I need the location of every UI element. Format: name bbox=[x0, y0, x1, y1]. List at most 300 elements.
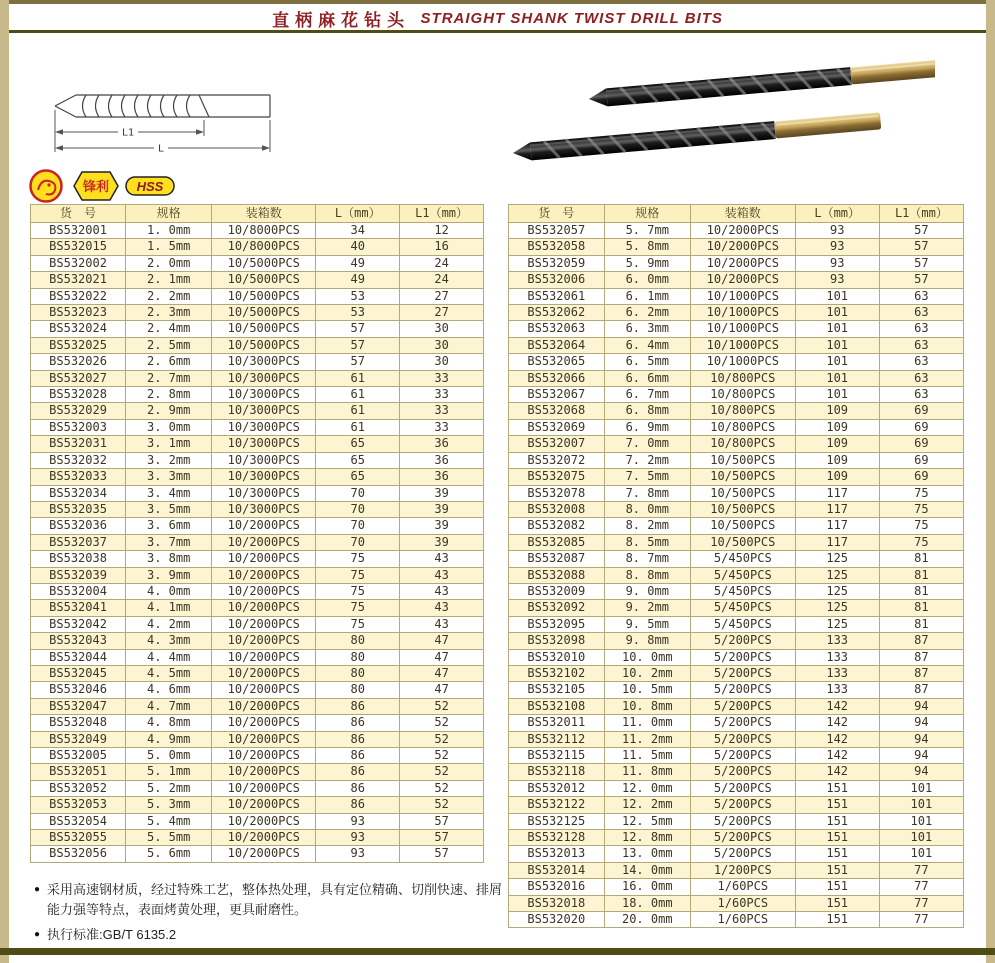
cell-part-no: BS532102 bbox=[509, 665, 605, 681]
cell-length-l1: 43 bbox=[400, 583, 484, 599]
table-row bbox=[31, 354, 484, 370]
cell-length-l: 75 bbox=[316, 600, 400, 616]
cell-packing: 10/2000PCS bbox=[212, 797, 316, 813]
table-row bbox=[31, 452, 484, 468]
cell-spec: 8. 5mm bbox=[604, 534, 690, 550]
cell-length-l: 86 bbox=[316, 698, 400, 714]
table-row bbox=[509, 797, 964, 813]
cell-part-no: BS532068 bbox=[509, 403, 605, 419]
cell-length-l1: 52 bbox=[400, 715, 484, 731]
cell-spec: 12. 8mm bbox=[604, 830, 690, 846]
cell-part-no: BS532039 bbox=[31, 567, 126, 583]
cell-part-no: BS532011 bbox=[509, 715, 605, 731]
cell-part-no: BS532008 bbox=[509, 501, 605, 517]
cell-packing: 10/5000PCS bbox=[212, 288, 316, 304]
cell-spec: 1. 5mm bbox=[126, 239, 212, 255]
cell-packing: 10/2000PCS bbox=[212, 534, 316, 550]
table-row bbox=[31, 600, 484, 616]
cell-length-l1: 94 bbox=[879, 731, 963, 747]
cell-part-no: BS532112 bbox=[509, 731, 605, 747]
cell-length-l1: 81 bbox=[879, 583, 963, 599]
cell-spec: 2. 0mm bbox=[126, 255, 212, 271]
table-row bbox=[509, 715, 964, 731]
cell-length-l: 57 bbox=[316, 354, 400, 370]
cell-length-l: 61 bbox=[316, 370, 400, 386]
cell-length-l1: 30 bbox=[400, 337, 484, 353]
cell-part-no: BS532095 bbox=[509, 616, 605, 632]
cell-packing: 10/3000PCS bbox=[212, 419, 316, 435]
cell-length-l1: 94 bbox=[879, 748, 963, 764]
cell-packing: 5/200PCS bbox=[690, 846, 795, 862]
cell-length-l: 101 bbox=[795, 387, 879, 403]
cell-spec: 7. 2mm bbox=[604, 452, 690, 468]
cell-length-l1: 39 bbox=[400, 518, 484, 534]
cell-spec: 6. 4mm bbox=[604, 337, 690, 353]
cell-length-l: 70 bbox=[316, 534, 400, 550]
cell-packing: 5/450PCS bbox=[690, 583, 795, 599]
cell-part-no: BS532027 bbox=[31, 370, 126, 386]
cell-spec: 7. 0mm bbox=[604, 436, 690, 452]
cell-length-l1: 81 bbox=[879, 567, 963, 583]
cell-length-l1: 30 bbox=[400, 321, 484, 337]
table-row bbox=[509, 583, 964, 599]
cell-packing: 5/200PCS bbox=[690, 797, 795, 813]
cell-length-l1: 52 bbox=[400, 764, 484, 780]
cell-packing: 10/1000PCS bbox=[690, 354, 795, 370]
cell-packing: 10/500PCS bbox=[690, 485, 795, 501]
cell-length-l1: 52 bbox=[400, 797, 484, 813]
cell-packing: 10/3000PCS bbox=[212, 436, 316, 452]
col-header-spec: 规格 bbox=[126, 205, 212, 223]
cell-part-no: BS532078 bbox=[509, 485, 605, 501]
cell-part-no: BS532056 bbox=[31, 846, 126, 862]
cell-length-l1: 101 bbox=[879, 780, 963, 796]
cell-packing: 1/60PCS bbox=[690, 912, 795, 928]
cell-part-no: BS532098 bbox=[509, 633, 605, 649]
table-row bbox=[31, 616, 484, 632]
table-row bbox=[31, 370, 484, 386]
cell-spec: 5. 9mm bbox=[604, 255, 690, 271]
cell-part-no: BS532033 bbox=[31, 469, 126, 485]
cell-part-no: BS532038 bbox=[31, 551, 126, 567]
cell-spec: 11. 2mm bbox=[604, 731, 690, 747]
cell-part-no: BS532082 bbox=[509, 518, 605, 534]
cell-spec: 8. 8mm bbox=[604, 567, 690, 583]
cell-part-no: BS532045 bbox=[31, 665, 126, 681]
cell-length-l1: 87 bbox=[879, 649, 963, 665]
cell-length-l: 142 bbox=[795, 764, 879, 780]
cell-part-no: BS532072 bbox=[509, 452, 605, 468]
cell-spec: 6. 3mm bbox=[604, 321, 690, 337]
cell-spec: 10. 0mm bbox=[604, 649, 690, 665]
cell-packing: 10/2000PCS bbox=[212, 633, 316, 649]
cell-length-l1: 47 bbox=[400, 682, 484, 698]
cell-length-l1: 30 bbox=[400, 354, 484, 370]
cell-part-no: BS532037 bbox=[31, 534, 126, 550]
cell-length-l: 86 bbox=[316, 748, 400, 764]
cell-part-no: BS532005 bbox=[31, 748, 126, 764]
cell-part-no: BS532001 bbox=[31, 223, 126, 239]
cell-packing: 5/200PCS bbox=[690, 649, 795, 665]
table-row bbox=[31, 272, 484, 288]
cell-length-l1: 101 bbox=[879, 797, 963, 813]
table-row bbox=[31, 715, 484, 731]
cell-spec: 5. 4mm bbox=[126, 813, 212, 829]
bottom-border bbox=[0, 948, 995, 955]
cell-length-l1: 69 bbox=[879, 436, 963, 452]
cell-length-l: 40 bbox=[316, 239, 400, 255]
note-material bbox=[34, 880, 506, 920]
cell-spec: 1. 0mm bbox=[126, 223, 212, 239]
table-row bbox=[509, 846, 964, 862]
cell-length-l1: 52 bbox=[400, 780, 484, 796]
cell-part-no: BS532016 bbox=[509, 879, 605, 895]
cell-packing: 5/200PCS bbox=[690, 764, 795, 780]
cell-length-l1: 69 bbox=[879, 452, 963, 468]
cell-length-l: 151 bbox=[795, 862, 879, 878]
cell-spec: 3. 1mm bbox=[126, 436, 212, 452]
cell-length-l1: 87 bbox=[879, 665, 963, 681]
cell-length-l: 151 bbox=[795, 879, 879, 895]
cell-length-l: 86 bbox=[316, 764, 400, 780]
cell-spec: 9. 5mm bbox=[604, 616, 690, 632]
drill-outline-drawing bbox=[52, 84, 292, 164]
cell-length-l: 93 bbox=[795, 239, 879, 255]
cell-spec: 2. 5mm bbox=[126, 337, 212, 353]
cell-packing: 10/1000PCS bbox=[690, 337, 795, 353]
cell-length-l1: 39 bbox=[400, 485, 484, 501]
col-header-spec: 规格 bbox=[604, 205, 690, 223]
table-row bbox=[509, 567, 964, 583]
table-row bbox=[509, 830, 964, 846]
table-row bbox=[509, 239, 964, 255]
cell-packing: 10/2000PCS bbox=[212, 682, 316, 698]
sharp-badge bbox=[74, 172, 118, 200]
cell-part-no: BS532105 bbox=[509, 682, 605, 698]
cell-length-l: 151 bbox=[795, 895, 879, 911]
cell-packing: 10/2000PCS bbox=[212, 551, 316, 567]
cell-length-l: 151 bbox=[795, 912, 879, 928]
cell-length-l: 65 bbox=[316, 469, 400, 485]
cell-spec: 9. 8mm bbox=[604, 633, 690, 649]
table-row bbox=[509, 862, 964, 878]
cell-part-no: BS532013 bbox=[509, 846, 605, 862]
cell-length-l1: 94 bbox=[879, 698, 963, 714]
cell-spec: 14. 0mm bbox=[604, 862, 690, 878]
cell-part-no: BS532054 bbox=[31, 813, 126, 829]
cell-spec: 6. 0mm bbox=[604, 272, 690, 288]
cell-part-no: BS532022 bbox=[31, 288, 126, 304]
cell-length-l1: 101 bbox=[879, 846, 963, 862]
cell-length-l: 86 bbox=[316, 715, 400, 731]
cell-spec: 3. 6mm bbox=[126, 518, 212, 534]
cell-packing: 10/800PCS bbox=[690, 370, 795, 386]
cell-spec: 2. 6mm bbox=[126, 354, 212, 370]
table-row bbox=[31, 748, 484, 764]
cell-packing: 1/60PCS bbox=[690, 895, 795, 911]
hss-badge bbox=[126, 177, 174, 195]
cell-packing: 10/500PCS bbox=[690, 534, 795, 550]
table-row bbox=[509, 633, 964, 649]
cell-length-l: 117 bbox=[795, 501, 879, 517]
cell-length-l: 70 bbox=[316, 518, 400, 534]
cell-packing: 5/200PCS bbox=[690, 715, 795, 731]
cell-spec: 3. 5mm bbox=[126, 501, 212, 517]
cell-spec: 3. 0mm bbox=[126, 419, 212, 435]
cell-length-l1: 52 bbox=[400, 731, 484, 747]
cell-length-l1: 57 bbox=[400, 813, 484, 829]
cell-length-l1: 101 bbox=[879, 813, 963, 829]
cell-part-no: BS532069 bbox=[509, 419, 605, 435]
cell-part-no: BS532046 bbox=[31, 682, 126, 698]
cell-packing: 10/2000PCS bbox=[212, 649, 316, 665]
drill-bits-photo bbox=[500, 50, 935, 182]
cell-packing: 10/3000PCS bbox=[212, 387, 316, 403]
cell-part-no: BS532065 bbox=[509, 354, 605, 370]
cell-spec: 5. 8mm bbox=[604, 239, 690, 255]
drill-dimension-diagram bbox=[52, 84, 292, 164]
badges-graphic bbox=[26, 166, 186, 206]
cell-part-no: BS532087 bbox=[509, 551, 605, 567]
table-row bbox=[509, 698, 964, 714]
table-row bbox=[509, 649, 964, 665]
cell-spec: 10. 5mm bbox=[604, 682, 690, 698]
cell-spec: 3. 9mm bbox=[126, 567, 212, 583]
cell-length-l1: 63 bbox=[879, 305, 963, 321]
cell-packing: 1/60PCS bbox=[690, 879, 795, 895]
cell-packing: 10/1000PCS bbox=[690, 321, 795, 337]
cell-part-no: BS532063 bbox=[509, 321, 605, 337]
cell-spec: 2. 4mm bbox=[126, 321, 212, 337]
cell-length-l: 109 bbox=[795, 436, 879, 452]
cell-length-l1: 69 bbox=[879, 419, 963, 435]
cell-part-no: BS532108 bbox=[509, 698, 605, 714]
cell-length-l: 86 bbox=[316, 731, 400, 747]
cell-packing: 10/5000PCS bbox=[212, 272, 316, 288]
table-row bbox=[31, 830, 484, 846]
cell-part-no: BS532053 bbox=[31, 797, 126, 813]
cell-packing: 10/5000PCS bbox=[212, 337, 316, 353]
cell-length-l: 93 bbox=[795, 272, 879, 288]
cell-spec: 4. 0mm bbox=[126, 583, 212, 599]
cell-spec: 16. 0mm bbox=[604, 879, 690, 895]
table-row bbox=[31, 583, 484, 599]
cell-spec: 2. 3mm bbox=[126, 305, 212, 321]
cell-packing: 10/800PCS bbox=[690, 419, 795, 435]
table-row bbox=[509, 895, 964, 911]
table-row bbox=[31, 485, 484, 501]
cell-packing: 5/200PCS bbox=[690, 813, 795, 829]
cell-packing: 10/1000PCS bbox=[690, 288, 795, 304]
table-row bbox=[509, 272, 964, 288]
cell-part-no: BS532007 bbox=[509, 436, 605, 452]
cell-spec: 11. 5mm bbox=[604, 748, 690, 764]
table-row bbox=[509, 813, 964, 829]
cell-length-l1: 33 bbox=[400, 419, 484, 435]
cell-spec: 4. 6mm bbox=[126, 682, 212, 698]
drill-bits-image bbox=[500, 50, 935, 182]
footer-notes bbox=[34, 880, 506, 950]
cell-length-l: 93 bbox=[316, 830, 400, 846]
cell-spec: 6. 8mm bbox=[604, 403, 690, 419]
cell-spec: 4. 9mm bbox=[126, 731, 212, 747]
cell-length-l: 70 bbox=[316, 485, 400, 501]
table-row bbox=[509, 764, 964, 780]
cell-part-no: BS532048 bbox=[31, 715, 126, 731]
cell-length-l: 61 bbox=[316, 387, 400, 403]
cell-packing: 10/2000PCS bbox=[690, 239, 795, 255]
cell-spec: 6. 2mm bbox=[604, 305, 690, 321]
cell-packing: 10/500PCS bbox=[690, 469, 795, 485]
cell-part-no: BS532012 bbox=[509, 780, 605, 796]
cell-length-l1: 33 bbox=[400, 403, 484, 419]
cell-spec: 2. 1mm bbox=[126, 272, 212, 288]
cell-length-l: 109 bbox=[795, 469, 879, 485]
cell-packing: 5/200PCS bbox=[690, 665, 795, 681]
cell-packing: 10/2000PCS bbox=[690, 255, 795, 271]
cell-packing: 10/2000PCS bbox=[212, 715, 316, 731]
cell-length-l: 117 bbox=[795, 485, 879, 501]
dim-label-l: L bbox=[157, 143, 165, 155]
cell-packing: 10/2000PCS bbox=[212, 780, 316, 796]
cell-length-l1: 39 bbox=[400, 501, 484, 517]
cell-spec: 5. 3mm bbox=[126, 797, 212, 813]
table-row bbox=[31, 501, 484, 517]
cell-part-no: BS532066 bbox=[509, 370, 605, 386]
cell-length-l: 133 bbox=[795, 633, 879, 649]
cell-length-l1: 63 bbox=[879, 337, 963, 353]
table-row bbox=[509, 912, 964, 928]
cell-length-l: 101 bbox=[795, 337, 879, 353]
cell-packing: 5/200PCS bbox=[690, 748, 795, 764]
table-row bbox=[509, 748, 964, 764]
cell-spec: 4. 7mm bbox=[126, 698, 212, 714]
cell-spec: 2. 9mm bbox=[126, 403, 212, 419]
col-header-l: L（mm） bbox=[316, 205, 400, 223]
table-row bbox=[509, 288, 964, 304]
cell-packing: 10/2000PCS bbox=[212, 665, 316, 681]
table-row bbox=[509, 403, 964, 419]
table-row bbox=[31, 387, 484, 403]
table-row bbox=[31, 403, 484, 419]
cell-packing: 5/200PCS bbox=[690, 698, 795, 714]
cell-packing: 10/2000PCS bbox=[212, 698, 316, 714]
cell-part-no: BS532006 bbox=[509, 272, 605, 288]
page-title-cn: 直柄麻花钻头 bbox=[272, 11, 411, 30]
cell-length-l1: 94 bbox=[879, 764, 963, 780]
cell-length-l: 142 bbox=[795, 731, 879, 747]
cell-length-l1: 27 bbox=[400, 305, 484, 321]
cell-part-no: BS532042 bbox=[31, 616, 126, 632]
cell-packing: 10/8000PCS bbox=[212, 239, 316, 255]
cell-length-l1: 63 bbox=[879, 321, 963, 337]
cell-length-l: 80 bbox=[316, 682, 400, 698]
sharp-badge-label: 锋利 bbox=[82, 179, 110, 194]
cell-packing: 10/5000PCS bbox=[212, 321, 316, 337]
cell-length-l: 142 bbox=[795, 698, 879, 714]
cell-part-no: BS532059 bbox=[509, 255, 605, 271]
cell-part-no: BS532067 bbox=[509, 387, 605, 403]
cell-part-no: BS532128 bbox=[509, 830, 605, 846]
table-row bbox=[509, 534, 964, 550]
cell-length-l1: 36 bbox=[400, 469, 484, 485]
cell-part-no: BS532024 bbox=[31, 321, 126, 337]
cell-part-no: BS532028 bbox=[31, 387, 126, 403]
cell-part-no: BS532015 bbox=[31, 239, 126, 255]
cell-part-no: BS532047 bbox=[31, 698, 126, 714]
cell-length-l: 93 bbox=[316, 813, 400, 829]
cell-length-l1: 63 bbox=[879, 288, 963, 304]
cell-part-no: BS532010 bbox=[509, 649, 605, 665]
top-border bbox=[0, 0, 995, 4]
cell-packing: 10/2000PCS bbox=[212, 600, 316, 616]
cell-length-l1: 81 bbox=[879, 551, 963, 567]
cell-spec: 4. 1mm bbox=[126, 600, 212, 616]
cell-length-l1: 43 bbox=[400, 567, 484, 583]
cell-length-l: 109 bbox=[795, 452, 879, 468]
cell-length-l1: 94 bbox=[879, 715, 963, 731]
cell-part-no: BS532044 bbox=[31, 649, 126, 665]
cell-length-l: 75 bbox=[316, 616, 400, 632]
cell-length-l: 133 bbox=[795, 682, 879, 698]
table-row bbox=[31, 223, 484, 239]
cell-packing: 10/3000PCS bbox=[212, 501, 316, 517]
cell-spec: 12. 0mm bbox=[604, 780, 690, 796]
cell-length-l1: 81 bbox=[879, 616, 963, 632]
cell-packing: 10/800PCS bbox=[690, 403, 795, 419]
cell-length-l: 75 bbox=[316, 551, 400, 567]
cell-spec: 9. 2mm bbox=[604, 600, 690, 616]
cell-length-l1: 43 bbox=[400, 600, 484, 616]
cell-spec: 7. 8mm bbox=[604, 485, 690, 501]
cell-packing: 10/2000PCS bbox=[212, 731, 316, 747]
cell-spec: 10. 2mm bbox=[604, 665, 690, 681]
cell-packing: 10/3000PCS bbox=[212, 403, 316, 419]
cell-part-no: BS532118 bbox=[509, 764, 605, 780]
table-row bbox=[509, 501, 964, 517]
cell-packing: 5/450PCS bbox=[690, 551, 795, 567]
cell-packing: 10/2000PCS bbox=[212, 567, 316, 583]
cell-spec: 6. 1mm bbox=[604, 288, 690, 304]
table-row bbox=[31, 797, 484, 813]
cell-length-l1: 63 bbox=[879, 387, 963, 403]
cell-spec: 6. 5mm bbox=[604, 354, 690, 370]
cell-packing: 5/200PCS bbox=[690, 830, 795, 846]
cell-length-l: 101 bbox=[795, 305, 879, 321]
dim-label-l1: L1 bbox=[121, 127, 135, 139]
cell-length-l: 125 bbox=[795, 616, 879, 632]
cell-part-no: BS532058 bbox=[509, 239, 605, 255]
cell-length-l: 101 bbox=[795, 288, 879, 304]
cell-spec: 4. 5mm bbox=[126, 665, 212, 681]
cell-packing: 1/200PCS bbox=[690, 862, 795, 878]
cell-spec: 4. 2mm bbox=[126, 616, 212, 632]
table-row bbox=[31, 682, 484, 698]
cell-length-l1: 75 bbox=[879, 518, 963, 534]
cell-length-l1: 52 bbox=[400, 698, 484, 714]
cell-part-no: BS532035 bbox=[31, 501, 126, 517]
cell-length-l: 133 bbox=[795, 649, 879, 665]
cell-spec: 3. 3mm bbox=[126, 469, 212, 485]
cell-part-no: BS532115 bbox=[509, 748, 605, 764]
note-standard-text: 执行标准:GB/T 6135.2 bbox=[47, 927, 177, 943]
cell-packing: 10/2000PCS bbox=[212, 813, 316, 829]
cell-packing: 10/2000PCS bbox=[212, 846, 316, 862]
cell-length-l1: 57 bbox=[879, 255, 963, 271]
cell-length-l1: 77 bbox=[879, 895, 963, 911]
cell-part-no: BS532032 bbox=[31, 452, 126, 468]
cell-spec: 13. 0mm bbox=[604, 846, 690, 862]
